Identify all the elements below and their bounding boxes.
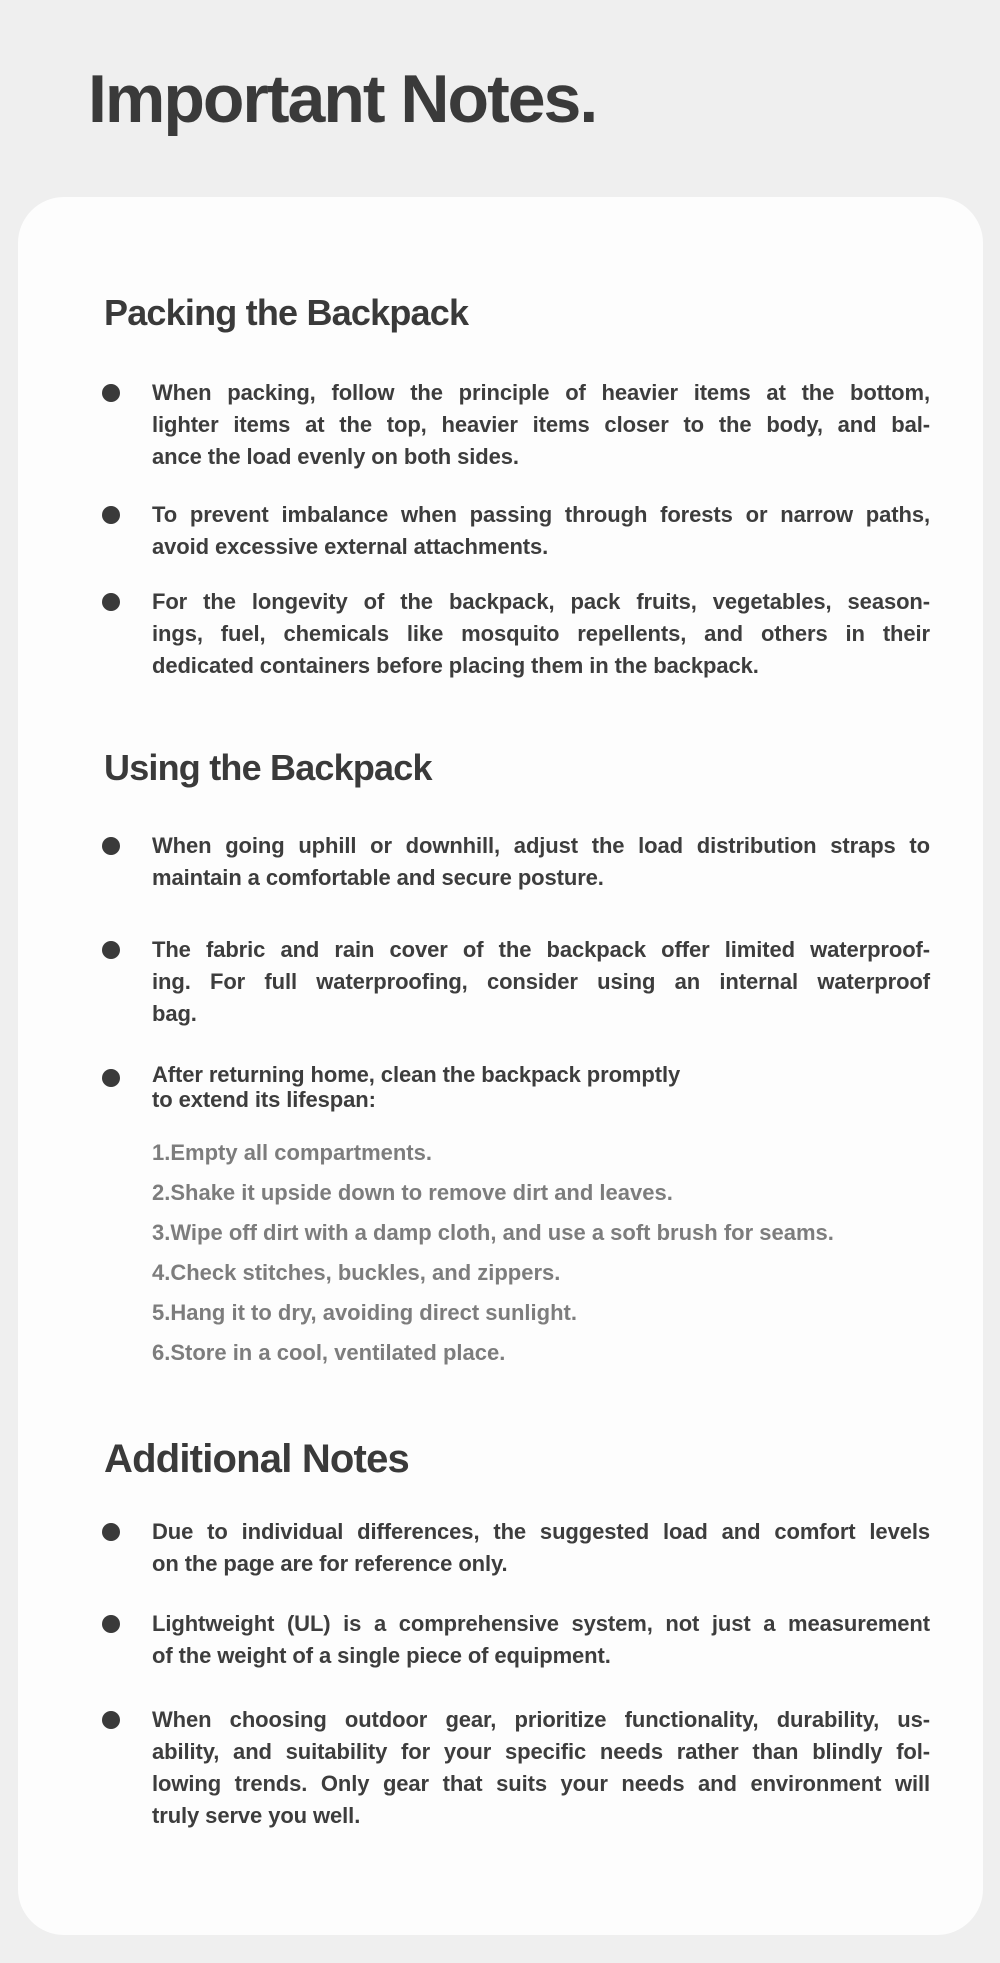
bullet-item	[102, 1704, 930, 1832]
step-item: 5.Hang it to dry, avoiding direct sunlight.	[152, 1300, 577, 1325]
bullet-text	[152, 830, 930, 894]
cleaning-steps-list	[152, 1137, 930, 1369]
bullet-dot-icon	[102, 1523, 120, 1541]
bullet-text	[152, 1608, 930, 1672]
bullet-line: bag.	[152, 1001, 197, 1026]
bullet-line: on the page are for reference only.	[152, 1551, 508, 1576]
bullet-item	[102, 586, 930, 682]
bullet-item	[102, 1062, 930, 1112]
bullet-line: ings, fuel, chemicals like mosquito repellents, and others in their	[152, 621, 930, 646]
bullet-line: When choosing outdoor gear, prioritize functionality, durability, us-	[152, 1707, 930, 1732]
bullet-dot-icon	[102, 593, 120, 611]
bullet-dot-icon	[102, 941, 120, 959]
bullet-item	[102, 1516, 930, 1580]
bullet-line: For the longevity of the backpack, pack fruits, vegetables, season-	[152, 589, 930, 614]
bullet-dot-icon	[102, 506, 120, 524]
bullet-item	[102, 934, 930, 1030]
bullet-dot-icon	[102, 1711, 120, 1729]
step-item: 4.Check stitches, buckles, and zippers.	[152, 1260, 561, 1285]
notes-card	[18, 197, 983, 1935]
bullet-item	[102, 377, 930, 473]
bullet-text	[152, 499, 930, 563]
bullet-text	[152, 586, 930, 682]
bullet-line: ability, and suitability for your specific needs rather than blindly fol-	[152, 1739, 930, 1764]
bullet-dot-icon	[102, 384, 120, 402]
step-item: 3.Wipe off dirt with a damp cloth, and use a soft brush for seams.	[152, 1220, 834, 1245]
bullet-line: maintain a comfortable and secure posture.	[152, 865, 604, 890]
bullet-line: When going uphill or downhill, adjust the load distribution straps to	[152, 833, 930, 858]
bullet-text	[152, 1516, 930, 1580]
bullet-line: ance the load evenly on both sides.	[152, 444, 519, 469]
bullet-item	[102, 1608, 930, 1672]
bullet-line: Lightweight (UL) is a comprehensive system, not just a measurement	[152, 1611, 930, 1636]
bullet-dot-icon	[102, 1615, 120, 1633]
bullet-item	[102, 830, 930, 894]
bullet-line: The fabric and rain cover of the backpack offer limited waterproof-	[152, 937, 930, 962]
bullet-line: Due to individual differences, the suggested load and comfort levels	[152, 1519, 930, 1544]
bullet-text	[152, 377, 930, 473]
bullet-line: After returning home, clean the backpack promptly	[152, 1062, 681, 1087]
bullet-line: dedicated containers before placing them in the backpack.	[152, 653, 759, 678]
section-heading-packing: Packing the Backpack	[104, 292, 469, 333]
bullet-line: To prevent imbalance when passing through forests or narrow paths,	[152, 502, 930, 527]
page-title: Important Notes.	[88, 61, 597, 137]
bullet-line: lowing trends. Only gear that suits your needs and environment will	[152, 1771, 930, 1796]
bullet-text	[152, 934, 930, 1030]
bullet-item	[102, 499, 930, 563]
bullet-dot-icon	[102, 1069, 120, 1087]
bullet-text	[152, 1704, 930, 1832]
bullet-line: lighter items at the top, heavier items closer to the body, and bal-	[152, 412, 930, 437]
step-item: 6.Store in a cool, ventilated place.	[152, 1340, 506, 1365]
bullet-line: to extend its lifespan:	[152, 1087, 376, 1112]
section-heading-using: Using the Backpack	[104, 747, 432, 788]
bullet-dot-icon	[102, 837, 120, 855]
bullet-line: avoid excessive external attachments.	[152, 534, 549, 559]
section-heading-additional: Additional Notes	[104, 1437, 409, 1481]
bullet-line: ing. For full waterproofing, consider using an internal waterproof	[152, 969, 930, 994]
bullet-line: When packing, follow the principle of heavier items at the bottom,	[152, 380, 930, 405]
bullet-line: truly serve you well.	[152, 1803, 361, 1828]
bullet-line: of the weight of a single piece of equipment.	[152, 1643, 611, 1668]
bullet-text	[152, 1062, 930, 1112]
step-item: 1.Empty all compartments.	[152, 1140, 432, 1165]
step-item: 2.Shake it upside down to remove dirt and leaves.	[152, 1180, 673, 1205]
